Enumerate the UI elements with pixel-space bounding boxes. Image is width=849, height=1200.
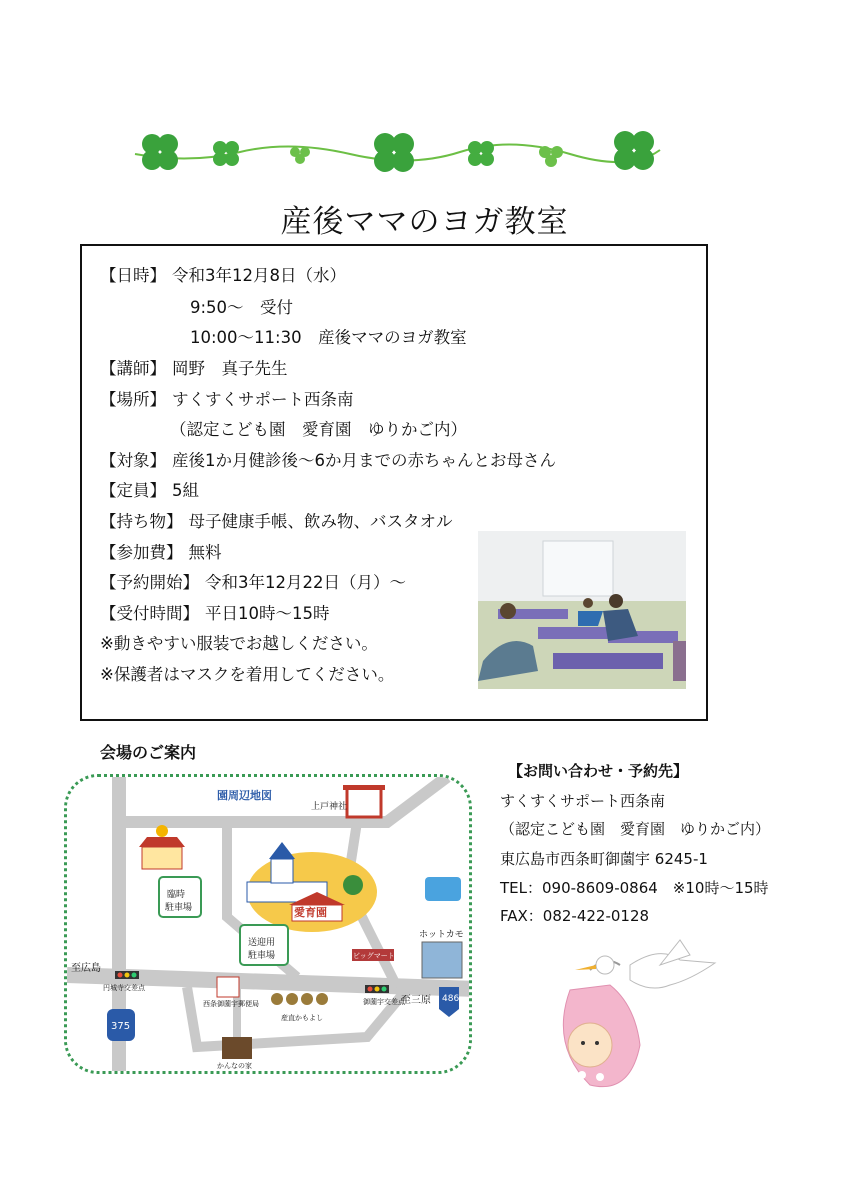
belongings-value: 母子健康手帳、飲み物、バスタオル — [188, 512, 453, 531]
date-label: 【日時】 — [100, 266, 166, 285]
target-row — [100, 447, 556, 471]
instructor-value: 岡野 真子先生 — [172, 359, 288, 378]
capacity-label: 【定員】 — [100, 481, 166, 500]
clover-icon — [614, 131, 654, 170]
clover-icon — [290, 147, 310, 164]
capacity-value: 5組 — [172, 481, 199, 500]
map-heading: 会場のご案内 — [100, 743, 197, 762]
note-clothing: ※動きやすい服装でお越しください。 — [100, 634, 378, 653]
to-hiroshima-label: 至広島 — [71, 963, 101, 974]
store-label: 産直かもよし — [281, 1014, 323, 1022]
area-map — [64, 774, 472, 1074]
clover-icon — [213, 141, 239, 166]
hotspring-label: ホットカモ — [419, 930, 464, 940]
fee-label: 【参加費】 — [100, 543, 183, 562]
to-mihara-label: 至三原 — [401, 995, 431, 1006]
instructor-row — [100, 355, 288, 379]
intersection-label-2: 御薗宇交差点 — [363, 998, 405, 1006]
reception-row — [100, 600, 330, 624]
contact-address: 東広島市西条町御薗宇 6245-1 — [500, 850, 708, 868]
school-label: 愛育園 — [294, 906, 327, 919]
reception-label: 【受付時間】 — [100, 604, 199, 623]
belongings-row — [100, 508, 453, 532]
house-label: かんなの家 — [217, 1062, 252, 1070]
date-value: 令和3年12月8日（水） — [172, 266, 346, 285]
pickup-parking-label-1: 送迎用 — [248, 938, 276, 948]
schedule-row — [100, 262, 346, 286]
contact-name: すくすくサポート西条南 — [500, 792, 666, 810]
belongings-label: 【持ち物】 — [100, 512, 183, 531]
class-time-row: 10:00～11:30 産後ママのヨガ教室 — [190, 328, 467, 347]
route-486-sign: 486 — [442, 994, 460, 1004]
clover-icon — [374, 133, 414, 172]
temp-parking-label-1: 臨時 — [167, 890, 186, 900]
store-sign-label: ビッグマート — [353, 952, 395, 960]
page-title: 産後ママのヨガ教室 — [280, 204, 569, 240]
map-title: 園周辺地図 — [217, 789, 272, 802]
contact-heading: 【お問い合わせ・予約先】 — [508, 762, 689, 780]
pickup-parking-label-2: 駐車場 — [248, 951, 276, 961]
yoga-class-photo — [478, 531, 686, 689]
place-value: すくすくサポート西条南 — [172, 390, 354, 409]
intersection-label-1: 円城寺交差点 — [103, 984, 145, 992]
postoffice-label: 西条御薗宇郵便局 — [203, 1000, 259, 1008]
instructor-label: 【講師】 — [100, 359, 166, 378]
note-mask: ※保護者はマスクを着用してください。 — [100, 665, 395, 684]
route-375-sign: 375 — [111, 1021, 131, 1032]
fee-row — [100, 539, 222, 563]
place-row — [100, 386, 354, 410]
shrine-label: 上戸神社 — [311, 802, 348, 812]
place-label: 【場所】 — [100, 390, 166, 409]
reservation-row — [100, 569, 406, 593]
fee-value: 無料 — [188, 543, 222, 562]
clover-garland-decoration — [130, 124, 665, 174]
stork-baby-illustration — [530, 935, 720, 1095]
contact-sub: （認定こども園 愛育園 ゆりかご内） — [500, 820, 771, 838]
capacity-row — [100, 477, 199, 501]
place-sub: （認定こども園 愛育園 ゆりかご内） — [170, 420, 467, 439]
target-value: 産後1か月健診後～6か月までの赤ちゃんとお母さん — [172, 451, 556, 470]
reservation-value: 令和3年12月22日（月）～ — [205, 573, 406, 592]
contact-tel: TEL：090-8609-0864 ※10時～15時 — [500, 879, 769, 897]
contact-fax: FAX：082-422-0128 — [500, 907, 650, 925]
reception-time-row: 9:50～ 受付 — [190, 298, 294, 317]
target-label: 【対象】 — [100, 451, 166, 470]
clover-icon — [468, 141, 494, 166]
temp-parking-label-2: 駐車場 — [165, 903, 193, 913]
clover-icon — [142, 134, 178, 170]
reservation-label: 【予約開始】 — [100, 573, 199, 592]
reception-value: 平日10時～15時 — [205, 604, 330, 623]
